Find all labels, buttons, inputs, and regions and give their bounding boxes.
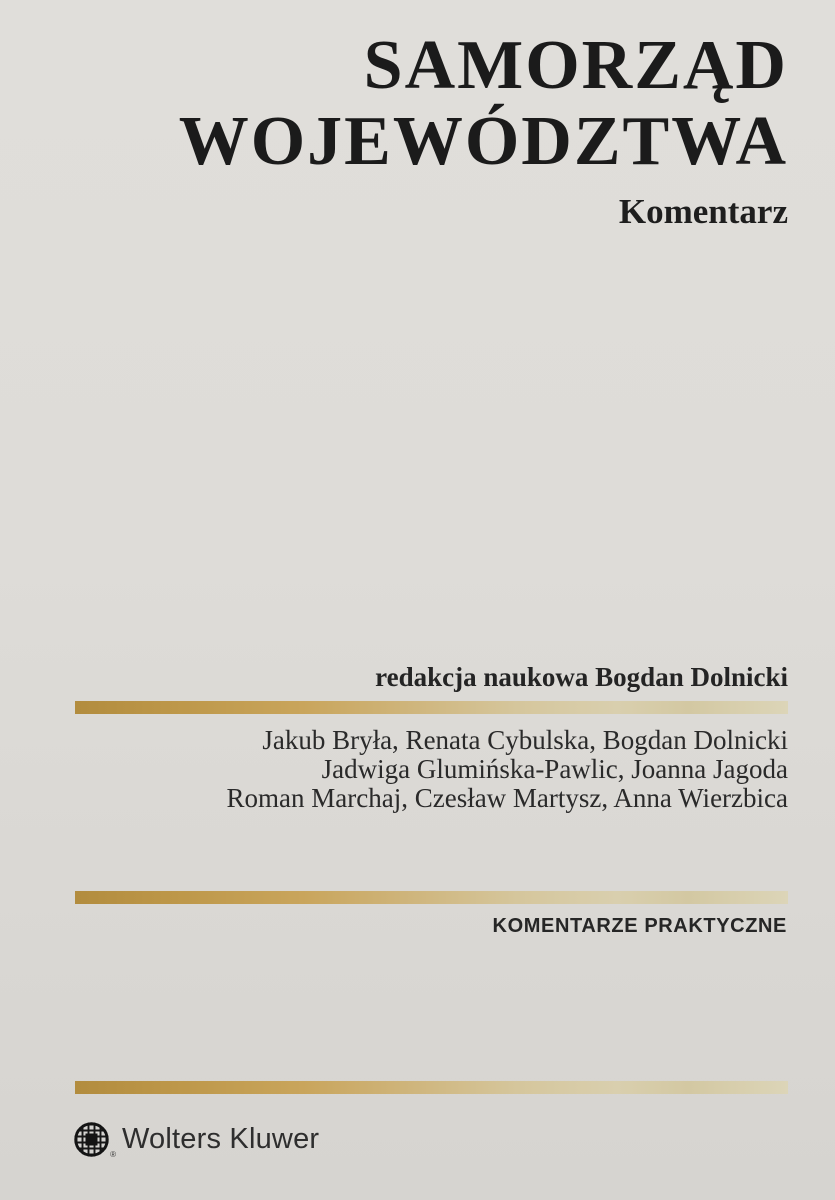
wolters-kluwer-emblem-icon xyxy=(73,1121,116,1159)
publisher-logo xyxy=(73,1121,319,1158)
gold-rule-top xyxy=(75,701,788,714)
title-line-1: SAMORZĄD xyxy=(363,27,788,104)
series-label: KOMENTARZE PRAKTYCZNE xyxy=(492,915,787,937)
registered-trademark-icon: ® xyxy=(110,1150,116,1159)
gold-rule-middle xyxy=(75,891,788,904)
authors-list xyxy=(227,726,788,813)
publisher-name: Wolters Kluwer xyxy=(122,1123,320,1155)
gold-rule-bottom xyxy=(75,1081,788,1094)
title-line-2: WOJEWÓDZTWA xyxy=(178,103,788,180)
subtitle: Komentarz xyxy=(618,192,788,231)
editor-credit: redakcja naukowa Bogdan Dolnicki xyxy=(375,662,788,692)
author-line-2: Jadwiga Glumińska-Pawlic, Joanna Jagoda xyxy=(321,754,788,784)
book-title xyxy=(0,28,788,232)
author-line-1: Jakub Bryła, Renata Cybulska, Bogdan Dolnicki xyxy=(262,725,788,755)
author-line-3: Roman Marchaj, Czesław Martysz, Anna Wierzbica xyxy=(226,783,788,813)
